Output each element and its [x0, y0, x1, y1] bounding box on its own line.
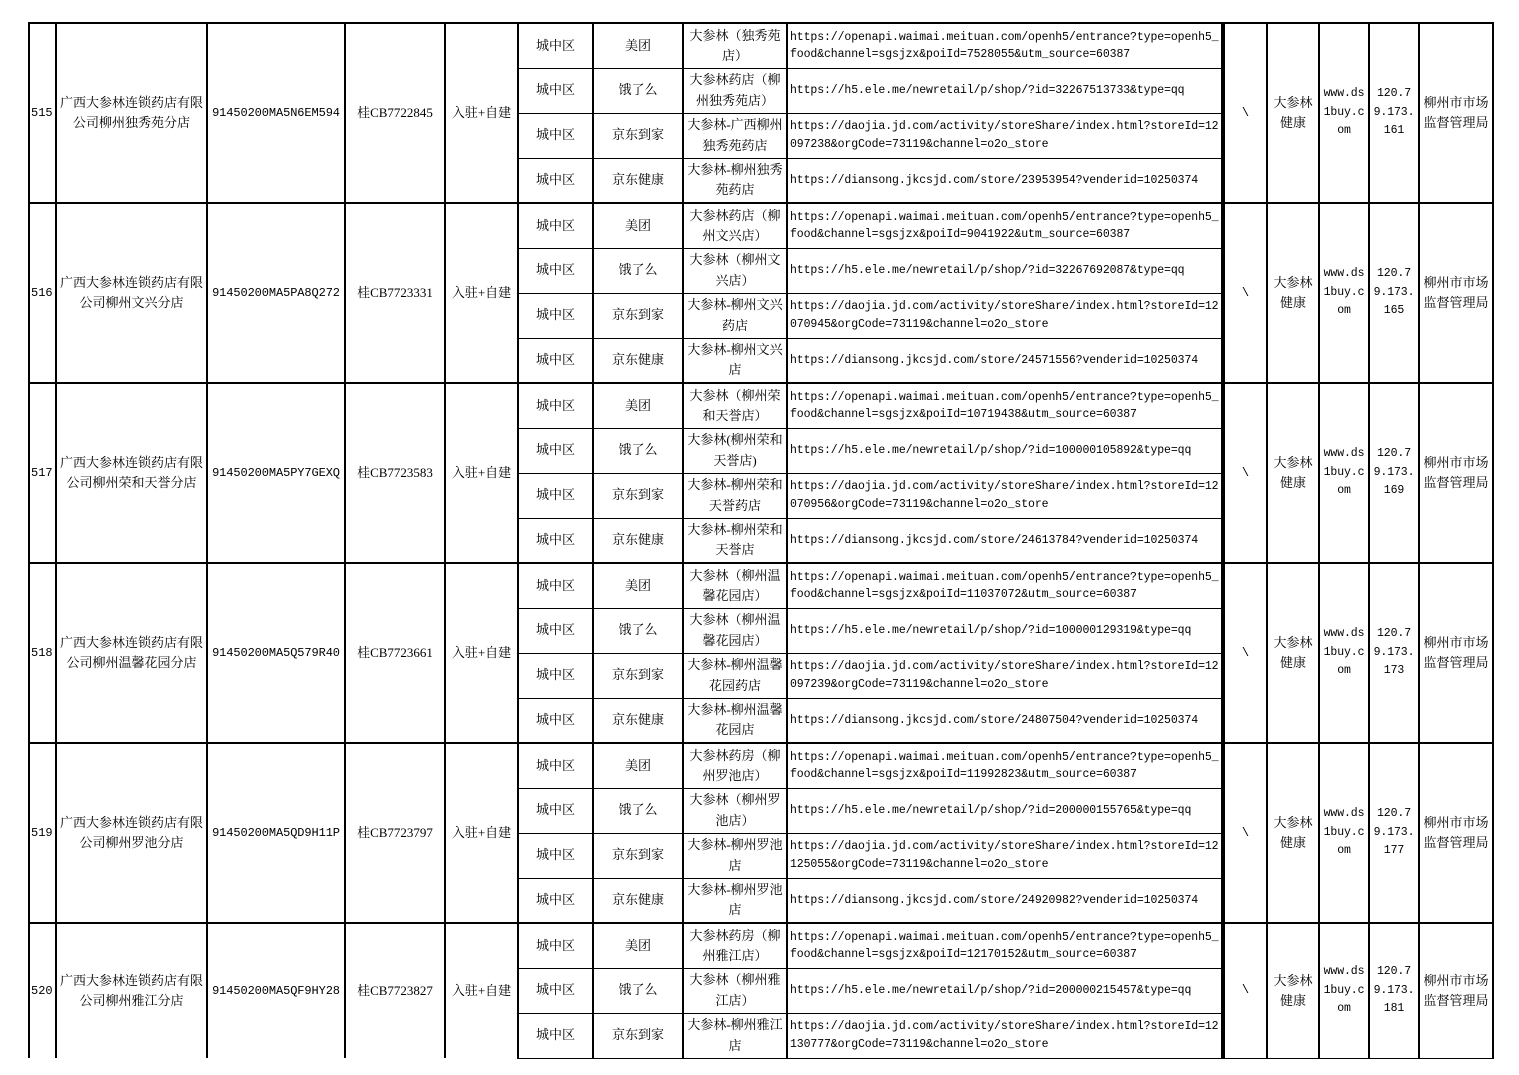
district-cell: 城中区 [518, 473, 593, 518]
platform-cell: 饿了么 [593, 248, 683, 293]
store-name-cell: 大参林-柳州雅江店 [683, 1013, 787, 1058]
website-cell: www.ds1buy.com [1319, 563, 1369, 743]
district-cell: 城中区 [518, 788, 593, 833]
district-cell: 城中区 [518, 158, 593, 203]
operator-cell: 大参林健康 [1267, 203, 1319, 383]
entry-mode-cell: 入驻+自建 [445, 743, 518, 923]
platform-cell: 美团 [593, 743, 683, 788]
company-name-cell: 广西大参林连锁药店有限公司柳州雅江分店 [56, 923, 207, 1058]
store-url-cell: https://daojia.jd.com/activity/storeShare/index.html?storeId=12070956&orgCode=73119&channel=o2o_store [787, 473, 1223, 518]
store-name-cell: 大参林药店（柳州文兴店） [683, 203, 787, 248]
district-cell: 城中区 [518, 878, 593, 923]
company-name-cell: 广西大参林连锁药店有限公司柳州独秀苑分店 [56, 23, 207, 203]
store-url-cell: https://openapi.waimai.meituan.com/openh5/entrance?type=openh5_food&channel=sgsjzx&poiId=10719438&utm_source=60387 [787, 383, 1223, 428]
store-name-cell: 大参林药房（柳州罗池店） [683, 743, 787, 788]
license-no-cell: 桂CB7723797 [345, 743, 445, 923]
row-number-cell: 517 [29, 383, 56, 563]
district-cell: 城中区 [518, 68, 593, 113]
stores-table [28, 22, 1494, 1059]
company-name-cell: 广西大参林连锁药店有限公司柳州温馨花园分店 [56, 563, 207, 743]
store-subrow [29, 383, 1493, 428]
operator-cell: 大参林健康 [1267, 743, 1319, 923]
district-cell: 城中区 [518, 23, 593, 68]
platform-cell: 京东健康 [593, 338, 683, 383]
store-name-cell: 大参林-柳州温馨花园店 [683, 698, 787, 743]
ip-address-cell: 120.79.173.181 [1369, 923, 1419, 1058]
slash-cell: \ [1223, 743, 1267, 923]
store-name-cell: 大参林（独秀苑店） [683, 23, 787, 68]
district-cell: 城中区 [518, 698, 593, 743]
store-url-cell: https://diansong.jkcsjd.com/store/23953954?venderid=10250374 [787, 158, 1223, 203]
store-url-cell: https://openapi.waimai.meituan.com/openh5/entrance?type=openh5_food&channel=sgsjzx&poiId=7528055&utm_source=60387 [787, 23, 1223, 68]
platform-cell: 京东到家 [593, 473, 683, 518]
store-name-cell: 大参林-柳州文兴药店 [683, 293, 787, 338]
website-cell: www.ds1buy.com [1319, 23, 1369, 203]
ip-address-cell: 120.79.173.173 [1369, 563, 1419, 743]
regulator-cell: 柳州市市场监督管理局 [1419, 203, 1493, 383]
store-name-cell: 大参林-柳州罗池店 [683, 833, 787, 878]
store-url-cell: https://h5.ele.me/newretail/p/shop/?id=32267692087&type=qq [787, 248, 1223, 293]
operator-cell: 大参林健康 [1267, 383, 1319, 563]
slash-cell: \ [1223, 923, 1267, 1058]
license-no-cell: 桂CB7723827 [345, 923, 445, 1058]
regulator-cell: 柳州市市场监督管理局 [1419, 563, 1493, 743]
slash-cell: \ [1223, 383, 1267, 563]
website-cell: www.ds1buy.com [1319, 743, 1369, 923]
store-url-cell: https://diansong.jkcsjd.com/store/24807504?venderid=10250374 [787, 698, 1223, 743]
regulator-cell: 柳州市市场监督管理局 [1419, 383, 1493, 563]
platform-cell: 饿了么 [593, 968, 683, 1013]
store-name-cell: 大参林-柳州温馨花园药店 [683, 653, 787, 698]
credit-code-cell: 91450200MA5QF9HY28 [207, 923, 345, 1058]
store-name-cell: 大参林药房（柳州雅江店） [683, 923, 787, 968]
platform-cell: 京东健康 [593, 698, 683, 743]
store-subrow [29, 923, 1493, 968]
credit-code-cell: 91450200MA5QD9H11P [207, 743, 345, 923]
operator-cell: 大参林健康 [1267, 923, 1319, 1058]
row-number-cell: 519 [29, 743, 56, 923]
entry-mode-cell: 入驻+自建 [445, 563, 518, 743]
store-url-cell: https://h5.ele.me/newretail/p/shop/?id=100000105892&type=qq [787, 428, 1223, 473]
district-cell: 城中区 [518, 338, 593, 383]
company-name-cell: 广西大参林连锁药店有限公司柳州罗池分店 [56, 743, 207, 923]
slash-cell: \ [1223, 203, 1267, 383]
store-name-cell: 大参林（柳州雅江店） [683, 968, 787, 1013]
store-url-cell: https://diansong.jkcsjd.com/store/24920982?venderid=10250374 [787, 878, 1223, 923]
store-url-cell: https://diansong.jkcsjd.com/store/24571556?venderid=10250374 [787, 338, 1223, 383]
ip-address-cell: 120.79.173.169 [1369, 383, 1419, 563]
store-name-cell: 大参林-柳州荣和天誉药店 [683, 473, 787, 518]
table-body [29, 23, 1493, 1058]
store-name-cell: 大参林-广西柳州独秀苑药店 [683, 113, 787, 158]
district-cell: 城中区 [518, 428, 593, 473]
district-cell: 城中区 [518, 923, 593, 968]
store-subrow [29, 743, 1493, 788]
slash-cell: \ [1223, 563, 1267, 743]
website-cell: www.ds1buy.com [1319, 383, 1369, 563]
district-cell: 城中区 [518, 743, 593, 788]
platform-cell: 饿了么 [593, 788, 683, 833]
row-number-cell: 516 [29, 203, 56, 383]
license-no-cell: 桂CB7723661 [345, 563, 445, 743]
row-number-cell: 518 [29, 563, 56, 743]
district-cell: 城中区 [518, 653, 593, 698]
district-cell: 城中区 [518, 113, 593, 158]
license-no-cell: 桂CB7723331 [345, 203, 445, 383]
operator-cell: 大参林健康 [1267, 23, 1319, 203]
regulator-cell: 柳州市市场监督管理局 [1419, 23, 1493, 203]
platform-cell: 京东到家 [593, 113, 683, 158]
platform-cell: 美团 [593, 23, 683, 68]
district-cell: 城中区 [518, 203, 593, 248]
regulator-cell: 柳州市市场监督管理局 [1419, 923, 1493, 1058]
license-no-cell: 桂CB7723583 [345, 383, 445, 563]
store-name-cell: 大参林（柳州温馨花园店） [683, 608, 787, 653]
district-cell: 城中区 [518, 608, 593, 653]
website-cell: www.ds1buy.com [1319, 203, 1369, 383]
website-cell: www.ds1buy.com [1319, 923, 1369, 1058]
platform-cell: 京东健康 [593, 158, 683, 203]
store-url-cell: https://daojia.jd.com/activity/storeShare/index.html?storeId=12097238&orgCode=73119&channel=o2o_store [787, 113, 1223, 158]
district-cell: 城中区 [518, 383, 593, 428]
row-number-cell: 520 [29, 923, 56, 1058]
platform-cell: 京东到家 [593, 833, 683, 878]
slash-cell: \ [1223, 23, 1267, 203]
store-url-cell: https://diansong.jkcsjd.com/store/24613784?venderid=10250374 [787, 518, 1223, 563]
platform-cell: 京东到家 [593, 293, 683, 338]
platform-cell: 美团 [593, 203, 683, 248]
entry-mode-cell: 入驻+自建 [445, 383, 518, 563]
credit-code-cell: 91450200MA5N6EM594 [207, 23, 345, 203]
district-cell: 城中区 [518, 968, 593, 1013]
district-cell: 城中区 [518, 293, 593, 338]
platform-cell: 美团 [593, 383, 683, 428]
store-url-cell: https://daojia.jd.com/activity/storeShare/index.html?storeId=12125055&orgCode=73119&channel=o2o_store [787, 833, 1223, 878]
district-cell: 城中区 [518, 1013, 593, 1058]
ip-address-cell: 120.79.173.165 [1369, 203, 1419, 383]
entry-mode-cell: 入驻+自建 [445, 23, 518, 203]
store-subrow [29, 23, 1493, 68]
store-name-cell: 大参林-柳州文兴店 [683, 338, 787, 383]
entry-mode-cell: 入驻+自建 [445, 923, 518, 1058]
credit-code-cell: 91450200MA5PA8Q272 [207, 203, 345, 383]
regulator-cell: 柳州市市场监督管理局 [1419, 743, 1493, 923]
platform-cell: 饿了么 [593, 428, 683, 473]
store-url-cell: https://daojia.jd.com/activity/storeShare/index.html?storeId=12097239&orgCode=73119&channel=o2o_store [787, 653, 1223, 698]
store-name-cell: 大参林(柳州荣和天誉店) [683, 428, 787, 473]
store-url-cell: https://daojia.jd.com/activity/storeShare/index.html?storeId=12130777&orgCode=73119&channel=o2o_store [787, 1013, 1223, 1058]
district-cell: 城中区 [518, 563, 593, 608]
platform-cell: 京东到家 [593, 1013, 683, 1058]
store-url-cell: https://openapi.waimai.meituan.com/openh5/entrance?type=openh5_food&channel=sgsjzx&poiId=11992823&utm_source=60387 [787, 743, 1223, 788]
store-name-cell: 大参林（柳州温馨花园店） [683, 563, 787, 608]
store-subrow [29, 203, 1493, 248]
store-url-cell: https://h5.ele.me/newretail/p/shop/?id=200000155765&type=qq [787, 788, 1223, 833]
company-name-cell: 广西大参林连锁药店有限公司柳州文兴分店 [56, 203, 207, 383]
entry-mode-cell: 入驻+自建 [445, 203, 518, 383]
store-url-cell: https://openapi.waimai.meituan.com/openh5/entrance?type=openh5_food&channel=sgsjzx&poiId=11037072&utm_source=60387 [787, 563, 1223, 608]
store-url-cell: https://h5.ele.me/newretail/p/shop/?id=100000129319&type=qq [787, 608, 1223, 653]
store-name-cell: 大参林药店（柳州独秀苑店） [683, 68, 787, 113]
operator-cell: 大参林健康 [1267, 563, 1319, 743]
store-url-cell: https://h5.ele.me/newretail/p/shop/?id=32267513733&type=qq [787, 68, 1223, 113]
district-cell: 城中区 [518, 518, 593, 563]
store-url-cell: https://h5.ele.me/newretail/p/shop/?id=200000215457&type=qq [787, 968, 1223, 1013]
platform-cell: 饿了么 [593, 608, 683, 653]
district-cell: 城中区 [518, 248, 593, 293]
platform-cell: 美团 [593, 563, 683, 608]
store-name-cell: 大参林（柳州罗池店） [683, 788, 787, 833]
district-cell: 城中区 [518, 833, 593, 878]
platform-cell: 美团 [593, 923, 683, 968]
credit-code-cell: 91450200MA5PY7GEXQ [207, 383, 345, 563]
store-url-cell: https://daojia.jd.com/activity/storeShare/index.html?storeId=12070945&orgCode=73119&channel=o2o_store [787, 293, 1223, 338]
store-name-cell: 大参林-柳州独秀苑药店 [683, 158, 787, 203]
store-name-cell: 大参林（柳州荣和天誉店） [683, 383, 787, 428]
row-number-cell: 515 [29, 23, 56, 203]
ip-address-cell: 120.79.173.161 [1369, 23, 1419, 203]
store-subrow [29, 563, 1493, 608]
store-url-cell: https://openapi.waimai.meituan.com/openh5/entrance?type=openh5_food&channel=sgsjzx&poiId=9041922&utm_source=60387 [787, 203, 1223, 248]
platform-cell: 饿了么 [593, 68, 683, 113]
license-no-cell: 桂CB7722845 [345, 23, 445, 203]
platform-cell: 京东健康 [593, 518, 683, 563]
store-name-cell: 大参林（柳州文兴店） [683, 248, 787, 293]
platform-cell: 京东健康 [593, 878, 683, 923]
company-name-cell: 广西大参林连锁药店有限公司柳州荣和天誉分店 [56, 383, 207, 563]
store-name-cell: 大参林-柳州罗池店 [683, 878, 787, 923]
store-url-cell: https://openapi.waimai.meituan.com/openh5/entrance?type=openh5_food&channel=sgsjzx&poiId=12170152&utm_source=60387 [787, 923, 1223, 968]
store-name-cell: 大参林-柳州荣和天誉店 [683, 518, 787, 563]
credit-code-cell: 91450200MA5Q579R40 [207, 563, 345, 743]
ip-address-cell: 120.79.173.177 [1369, 743, 1419, 923]
platform-cell: 京东到家 [593, 653, 683, 698]
